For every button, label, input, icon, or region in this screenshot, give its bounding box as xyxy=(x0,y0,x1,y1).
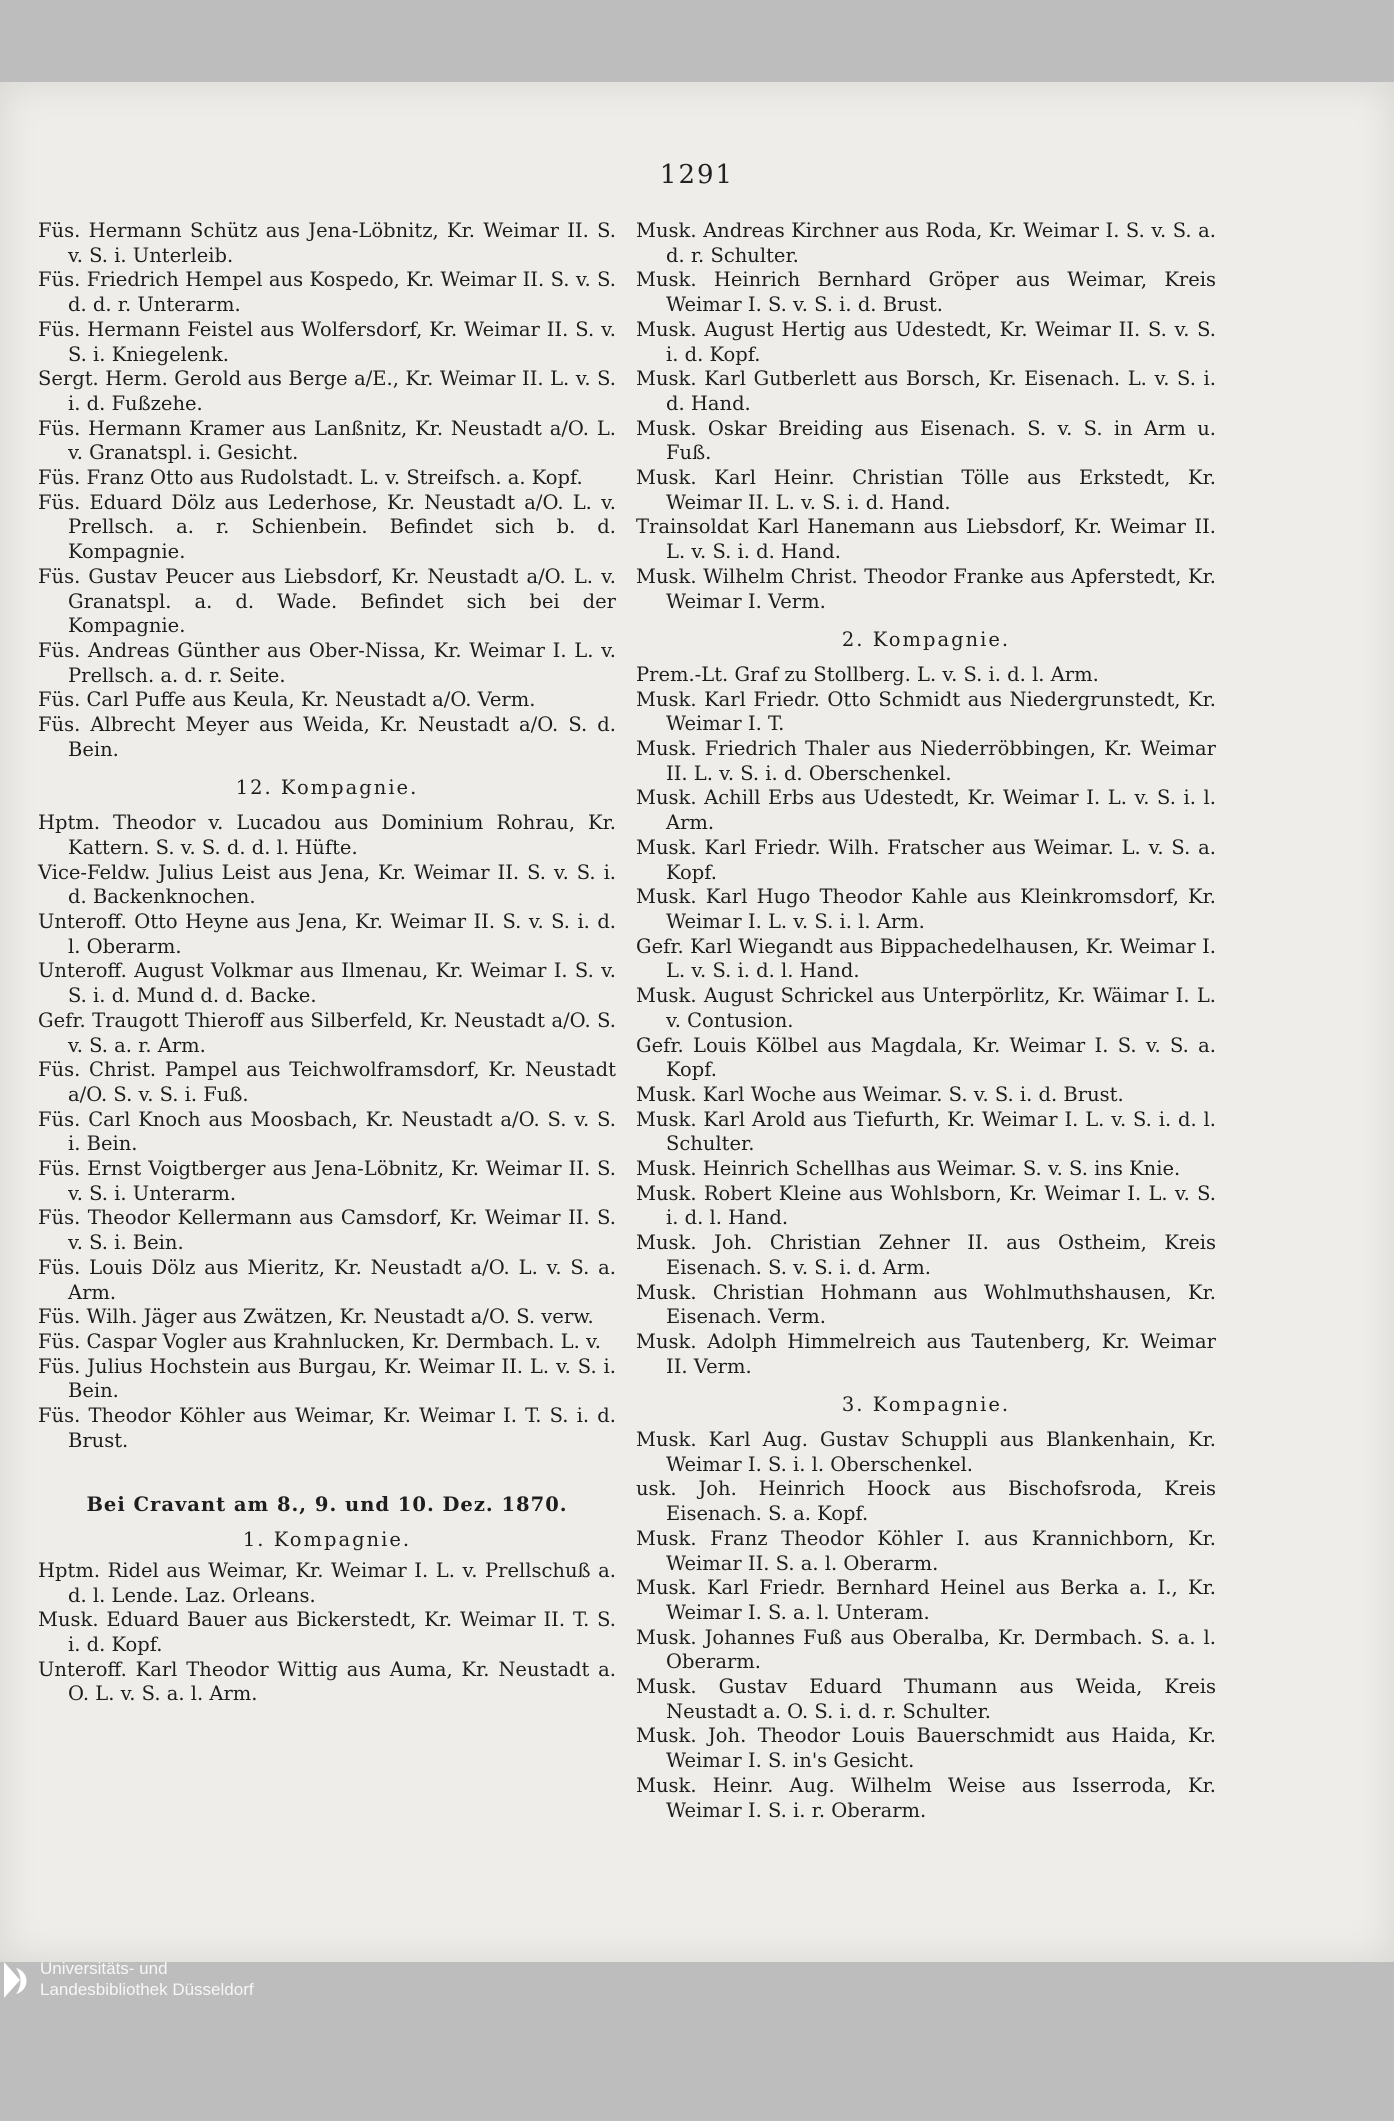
casualty-entry: Füs. Wilh. Jäger aus Zwätzen, Kr. Neustadt a/O. S. verw. xyxy=(38,1305,594,1329)
casualty-entry: Gefr. Karl Wiegandt aus Bippachedelhausen, Kr. Weimar I. L. v. S. i. d. l. Hand. xyxy=(636,934,1216,983)
ulb-logo-icon xyxy=(0,1958,32,2004)
casualty-entry: Füs. Hermann Feistel aus Wolfersdorf, Kr. Weimar II. S. v. S. i. Kniegelenk. xyxy=(38,317,616,366)
casualty-entry: Füs. Theodor Kellermann aus Camsdorf, Kr. Weimar II. S. v. S. i. Bein. xyxy=(38,1206,616,1255)
casualty-entry: Musk. Karl Woche aus Weimar. S. v. S. i. d. Brust. xyxy=(636,1082,1124,1106)
heading-12-kompagnie: 12. Kompagnie. xyxy=(235,776,419,800)
casualty-entry: Füs. Gustav Peucer aus Liebsdorf, Kr. Neustadt a/O. L. v. Granatspl. a. d. Wade. Befindet sich bei der Kompagnie. xyxy=(38,564,616,638)
casualty-entry: Füs. Ernst Voigtberger aus Jena-Löbnitz, Kr. Weimar II. S. v. S. i. Unterarm. xyxy=(38,1157,616,1205)
casualty-entry: Füs. Caspar Vogler aus Krahnlucken, Kr. Dermbach. L. v. xyxy=(38,1329,601,1353)
casualty-entry: Musk. Heinr. Aug. Wilhelm Weise aus Isserroda, Kr. Weimar I. S. i. r. Oberarm. xyxy=(636,1773,1216,1822)
casualty-entry: Musk. Wilhelm Christ. Theodor Franke aus Apferstedt, Kr. Weimar I. Verm. xyxy=(636,564,1216,613)
right-column xyxy=(636,219,1216,1823)
casualty-entry: Musk. Christian Hohmann aus Wohlmuthshausen, Kr. Eisenach. Verm. xyxy=(636,1280,1216,1329)
casualty-entry: Gefr. Traugott Thieroff aus Silberfeld, Kr. Neustadt a/O. S. v. S. a. r. Arm. xyxy=(38,1008,616,1057)
casualty-entry: Hptm. Theodor v. Lucadou aus Dominium Rohrau, Kr. Kattern. S. v. S. d. d. l. Hüfte. xyxy=(38,811,616,859)
casualty-entry: Füs. Theodor Köhler aus Weimar, Kr. Weimar I. T. S. i. d. Brust. xyxy=(38,1404,616,1452)
library-name-line1: Universitäts- und xyxy=(40,1959,168,1978)
right-entries-2 xyxy=(636,663,1216,1379)
casualty-entry: Füs. Christ. Pampel aus Teichwolframsdorf, Kr. Neustadt a/O. S. v. S. i. Fuß. xyxy=(38,1058,616,1106)
casualty-entry: Musk. Heinrich Bernhard Gröper aus Weimar, Kreis Weimar I. S. v. S. i. d. Brust. xyxy=(636,268,1216,317)
casualty-entry: Musk. Franz Theodor Köhler I. aus Krannichborn, Kr. Weimar II. S. a. l. Oberarm. xyxy=(636,1526,1216,1575)
casualty-entry: Musk. Karl Gutberlett aus Borsch, Kr. Eisenach. L. v. S. i. d. Hand. xyxy=(636,367,1216,415)
casualty-entry: Prem.-Lt. Graf zu Stollberg. L. v. S. i. d. l. Arm. xyxy=(636,662,1099,686)
casualty-entry: Musk. Eduard Bauer aus Bickerstedt, Kr. Weimar II. T. S. i. d. Kopf. xyxy=(38,1608,616,1656)
casualty-entry: Füs. Hermann Kramer aus Lanßnitz, Kr. Neustadt a/O. L. v. Granatspl. i. Gesicht. xyxy=(38,416,616,465)
casualty-entry: Musk. Karl Heinr. Christian Tölle aus Erkstedt, Kr. Weimar II. L. v. S. i. d. Hand. xyxy=(636,466,1216,514)
left-entries-1 xyxy=(38,1559,616,1707)
casualty-entry: Musk. Oskar Breiding aus Eisenach. S. v. S. in Arm u. Fuß. xyxy=(636,416,1216,465)
casualty-entry: Musk. August Hertig aus Udestedt, Kr. Weimar II. S. v. S. i. d. Kopf. xyxy=(636,317,1216,366)
casualty-entry: Füs. Carl Knoch aus Moosbach, Kr. Neustadt a/O. S. v. S. i. Bein. xyxy=(38,1107,616,1156)
casualty-entry: Füs. Hermann Schütz aus Jena-Löbnitz, Kr. Weimar II. S. v. S. i. Unterleib. xyxy=(38,219,616,267)
casualty-entry: Musk. Joh. Theodor Louis Bauerschmidt aus Haida, Kr. Weimar I. S. in's Gesicht. xyxy=(636,1724,1216,1773)
casualty-entry: Füs. Franz Otto aus Rudolstadt. L. v. Streifsch. a. Kopf. xyxy=(38,466,583,490)
heading-2-kompagnie: 2. Kompagnie. xyxy=(841,628,1011,652)
casualty-entry: Musk. Robert Kleine aus Wohlsborn, Kr. Weimar I. L. v. S. i. d. l. Hand. xyxy=(636,1181,1216,1230)
casualty-entry: Trainsoldat Karl Hanemann aus Liebsdorf, Kr. Weimar II. L. v. S. i. d. Hand. xyxy=(636,515,1216,564)
casualty-entry: Füs. Louis Dölz aus Mieritz, Kr. Neustadt a/O. L. v. S. a. Arm. xyxy=(38,1255,616,1304)
casualty-entry: Gefr. Louis Kölbel aus Magdala, Kr. Weimar I. S. v. S. a. Kopf. xyxy=(636,1033,1216,1082)
casualty-entry: Sergt. Herm. Gerold aus Berge a/E., Kr. Weimar II. L. v. S. i. d. Fußzehe. xyxy=(38,367,616,415)
casualty-entry: Musk. Johannes Fuß aus Oberalba, Kr. Dermbach. S. a. l. Oberarm. xyxy=(636,1625,1216,1674)
heading-3-kompagnie: 3. Kompagnie. xyxy=(841,1393,1011,1417)
casualty-entry: Füs. Eduard Dölz aus Lederhose, Kr. Neustadt a/O. L. v. Prellsch. a. r. Schienbein. Befindet sich b. d. Kompagnie. xyxy=(38,490,616,564)
casualty-entry: Füs. Andreas Günther aus Ober-Nissa, Kr. Weimar I. L. v. Prellsch. a. d. r. Seite. xyxy=(38,638,616,687)
casualty-entry: Musk. Karl Friedr. Wilh. Fratscher aus Weimar. L. v. S. a. Kopf. xyxy=(636,835,1216,884)
left-entries-top xyxy=(38,219,616,762)
casualty-entry: Musk. Heinrich Schellhas aus Weimar. S. v. S. ins Knie. xyxy=(636,1157,1181,1181)
casualty-entry: Musk. Karl Hugo Theodor Kahle aus Kleinkromsdorf, Kr. Weimar I. L. v. S. i. l. Arm. xyxy=(636,885,1216,933)
battle-heading: Bei Cravant am 8., 9. und 10. Dez. 1870. xyxy=(86,1493,568,1517)
library-name xyxy=(40,1958,340,2000)
page-number: 1291 xyxy=(659,160,735,190)
casualty-entry: Füs. Friedrich Hempel aus Kospedo, Kr. Weimar II. S. v. S. d. d. r. Unterarm. xyxy=(38,268,616,317)
library-name-line2: Landesbibliothek Düsseldorf xyxy=(40,1980,254,1999)
casualty-entry: Musk. Joh. Christian Zehner II. aus Ostheim, Kreis Eisenach. S. v. S. i. d. Arm. xyxy=(636,1231,1216,1279)
casualty-entry: Musk. Karl Friedr. Otto Schmidt aus Niedergrunstedt, Kr. Weimar I. T. xyxy=(636,687,1216,736)
casualty-entry: Musk. Andreas Kirchner aus Roda, Kr. Weimar I. S. v. S. a. d. r. Schulter. xyxy=(636,219,1216,267)
casualty-entry: Füs. Carl Puffe aus Keula, Kr. Neustadt a/O. Verm. xyxy=(38,688,536,712)
casualty-entry: Unteroff. Otto Heyne aus Jena, Kr. Weimar II. S. v. S. i. d. l. Oberarm. xyxy=(38,909,616,958)
left-column xyxy=(38,219,616,1707)
casualty-entry: Musk. Gustav Eduard Thumann aus Weida, Kreis Neustadt a. O. S. i. d. r. Schulter. xyxy=(636,1675,1216,1723)
casualty-entry: Musk. Friedrich Thaler aus Niederröbbingen, Kr. Weimar II. L. v. S. i. d. Oberschenkel. xyxy=(636,737,1216,785)
casualty-entry: Hptm. Ridel aus Weimar, Kr. Weimar I. L. v. Prellschuß a. d. l. Lende. Laz. Orleans. xyxy=(38,1558,616,1607)
left-entries-12 xyxy=(38,811,616,1453)
casualty-entry: Musk. Adolph Himmelreich aus Tautenberg, Kr. Weimar II. Verm. xyxy=(636,1329,1216,1378)
casualty-entry: Musk. Karl Arold aus Tiefurth, Kr. Weimar I. L. v. S. i. d. l. Schulter. xyxy=(636,1107,1216,1156)
right-entries-3 xyxy=(636,1428,1216,1823)
heading-1-kompagnie: 1. Kompagnie. xyxy=(242,1528,412,1552)
casualty-entry: Füs. Julius Hochstein aus Burgau, Kr. Weimar II. L. v. S. i. Bein. xyxy=(38,1354,616,1403)
casualty-entry: Vice-Feldw. Julius Leist aus Jena, Kr. Weimar II. S. v. S. i. d. Backenknochen. xyxy=(38,860,616,909)
casualty-entry: Füs. Albrecht Meyer aus Weida, Kr. Neustadt a/O. S. d. Bein. xyxy=(38,713,616,761)
casualty-entry: Musk. Karl Friedr. Bernhard Heinel aus Berka a. I., Kr. Weimar I. S. a. l. Unteram. xyxy=(636,1576,1216,1624)
casualty-entry: Musk. August Schrickel aus Unterpörlitz, Kr. Wäimar I. L. v. Contusion. xyxy=(636,984,1216,1032)
casualty-entry: Unteroff. August Volkmar aus Ilmenau, Kr. Weimar I. S. v. S. i. d. Mund d. d. Backe. xyxy=(38,959,616,1008)
casualty-entry: Musk. Karl Aug. Gustav Schuppli aus Blankenhain, Kr. Weimar I. S. i. l. Oberschenkel. xyxy=(636,1428,1216,1476)
right-entries-top xyxy=(636,219,1216,614)
casualty-entry: Musk. Achill Erbs aus Udestedt, Kr. Weimar I. L. v. S. i. l. Arm. xyxy=(636,786,1216,835)
casualty-entry: Unteroff. Karl Theodor Wittig aus Auma, Kr. Neustadt a. O. L. v. S. a. l. Arm. xyxy=(38,1657,616,1706)
casualty-entry: usk. Joh. Heinrich Hoock aus Bischofsroda, Kreis Eisenach. S. a. Kopf. xyxy=(636,1477,1216,1526)
